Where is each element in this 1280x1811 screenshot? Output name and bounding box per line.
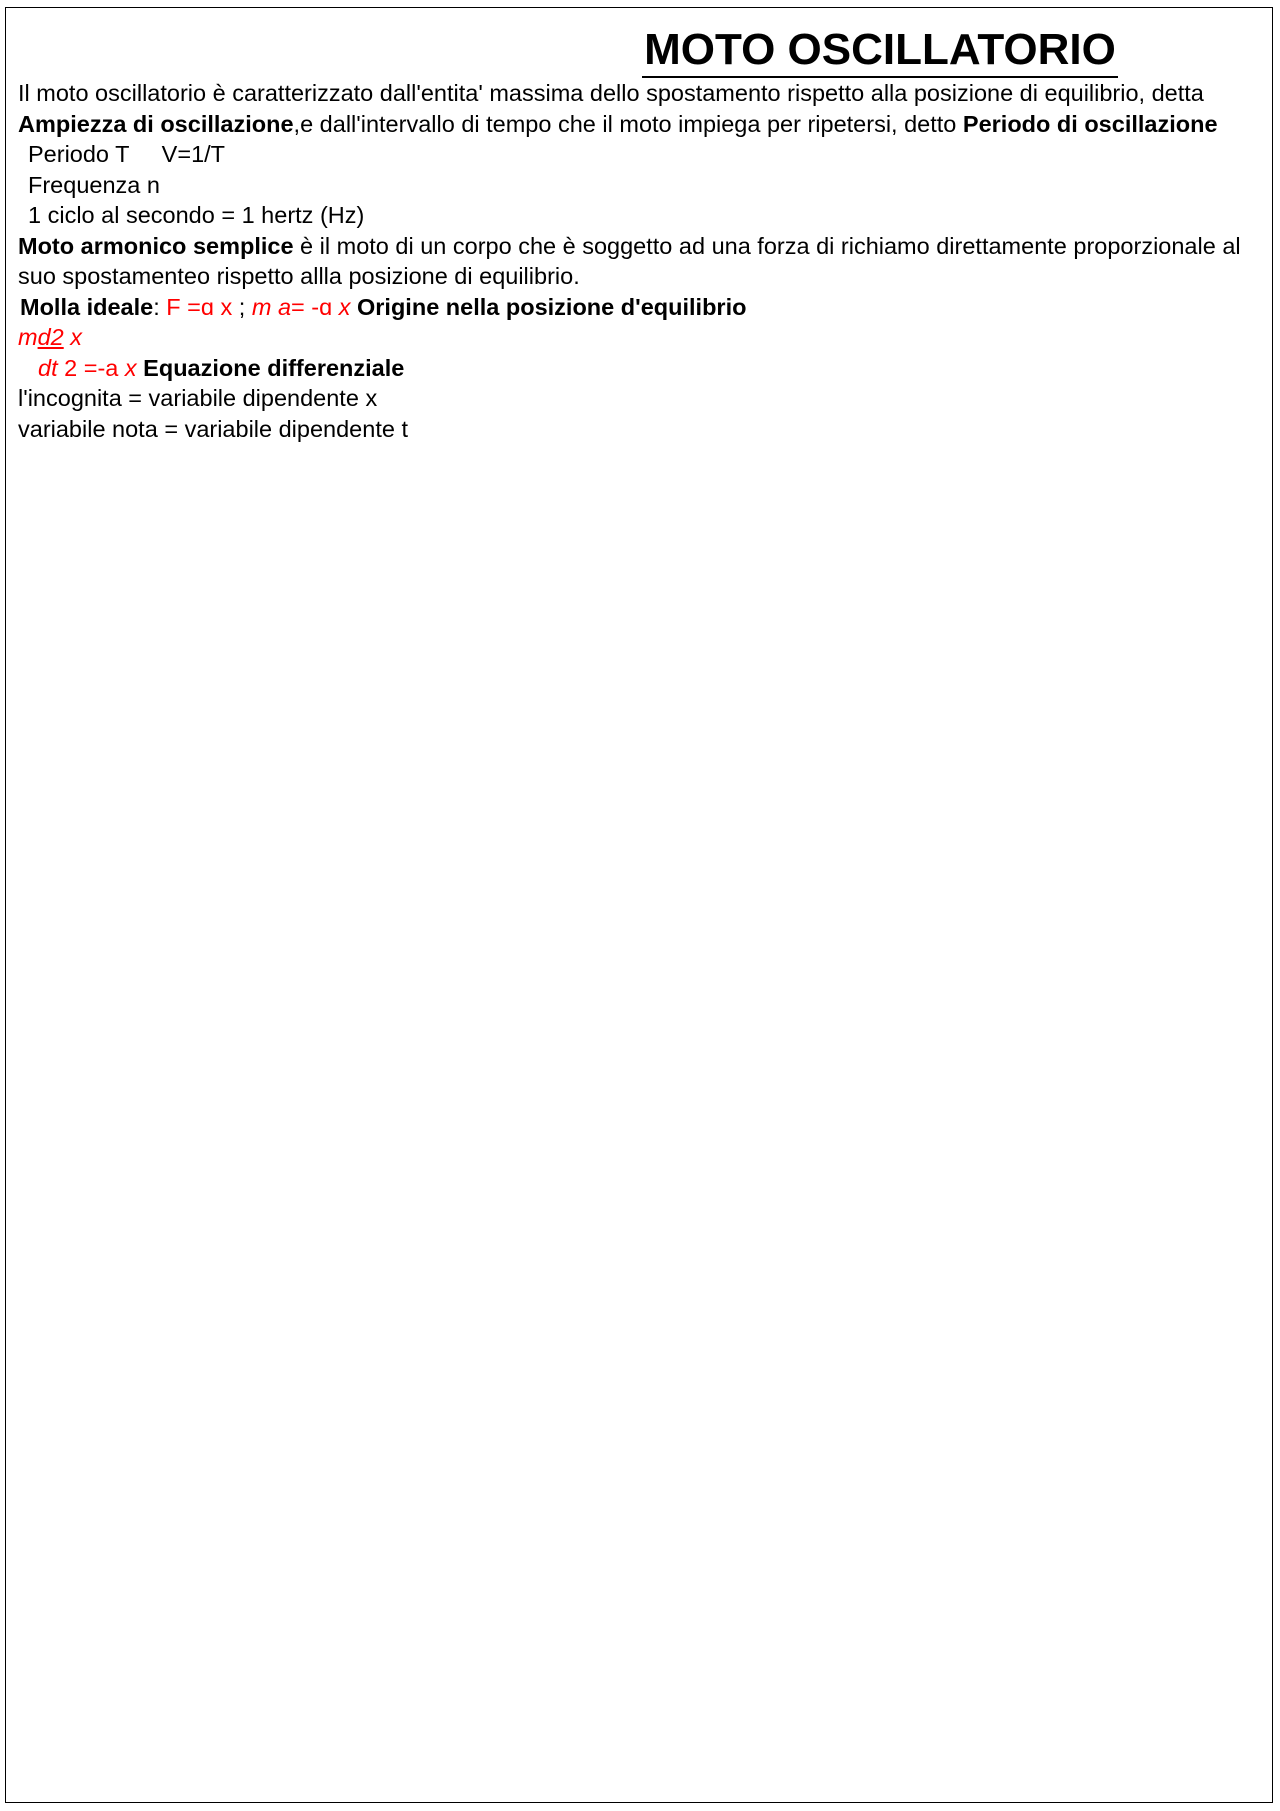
frequenza-line: Frequenza n — [28, 171, 160, 198]
molla-origin: Origine nella posizione d'equilibrio — [350, 293, 747, 320]
equation-bottom-line — [18, 353, 1263, 384]
molla-force: F =ɑ x — [166, 293, 233, 320]
eq-bottom-rest: 2 =-a — [57, 354, 125, 381]
molla-eq: = -ɑ — [291, 293, 339, 320]
intro-bold-ampiezza: Ampiezza di oscillazione — [18, 110, 294, 137]
molla-label: Molla ideale — [20, 293, 154, 320]
molla-line — [18, 292, 1263, 323]
intro-bold-periodo: Periodo di oscillazione — [962, 110, 1218, 137]
molla-colon: : — [153, 293, 167, 320]
molla-sep: ; — [232, 293, 252, 320]
eq-bottom-x: x — [124, 354, 137, 381]
molla-ma: m a — [251, 293, 292, 320]
ciclo-line: 1 ciclo al secondo = 1 hertz (Hz) — [28, 202, 365, 228]
molla-x: x — [338, 293, 351, 320]
eq-top-d2: d2 — [37, 324, 64, 350]
eq-bottom-label: Equazione differenziale — [136, 354, 405, 381]
document-body — [18, 78, 1263, 444]
eq-top-x: x — [63, 324, 82, 350]
intro-text-2: ,e dall'intervallo di tempo che il moto impiega per ripetersi, detto — [293, 110, 963, 137]
eq-top-m: m — [18, 324, 38, 350]
intro-text-1: Il moto oscillatorio è caratterizzato dall'entita' massima dello spostamento rispetto alla posizione di equilibrio, detta — [18, 80, 1204, 106]
incognita-line: l'incognita = variabile dipendente x — [18, 385, 378, 411]
periodo-line: Periodo T V=1/T — [28, 141, 226, 167]
page-title — [0, 26, 1280, 78]
armonico-text: è il moto di un corpo che è soggetto ad una forza di richiamo direttamente proporzionale al suo spostamenteo rispetto allla posizione di equilibrio. — [18, 232, 1241, 289]
intro-paragraph — [18, 78, 1263, 139]
nota-line: variabile nota = variabile dipendente t — [18, 415, 408, 442]
armonico-bold: Moto armonico semplice — [18, 232, 294, 259]
armonico-paragraph — [18, 231, 1263, 292]
equation-top-line — [18, 322, 1263, 353]
eq-bottom-dt: dt — [38, 354, 58, 381]
title-text: MOTO OSCILLATORIO — [642, 26, 1118, 78]
